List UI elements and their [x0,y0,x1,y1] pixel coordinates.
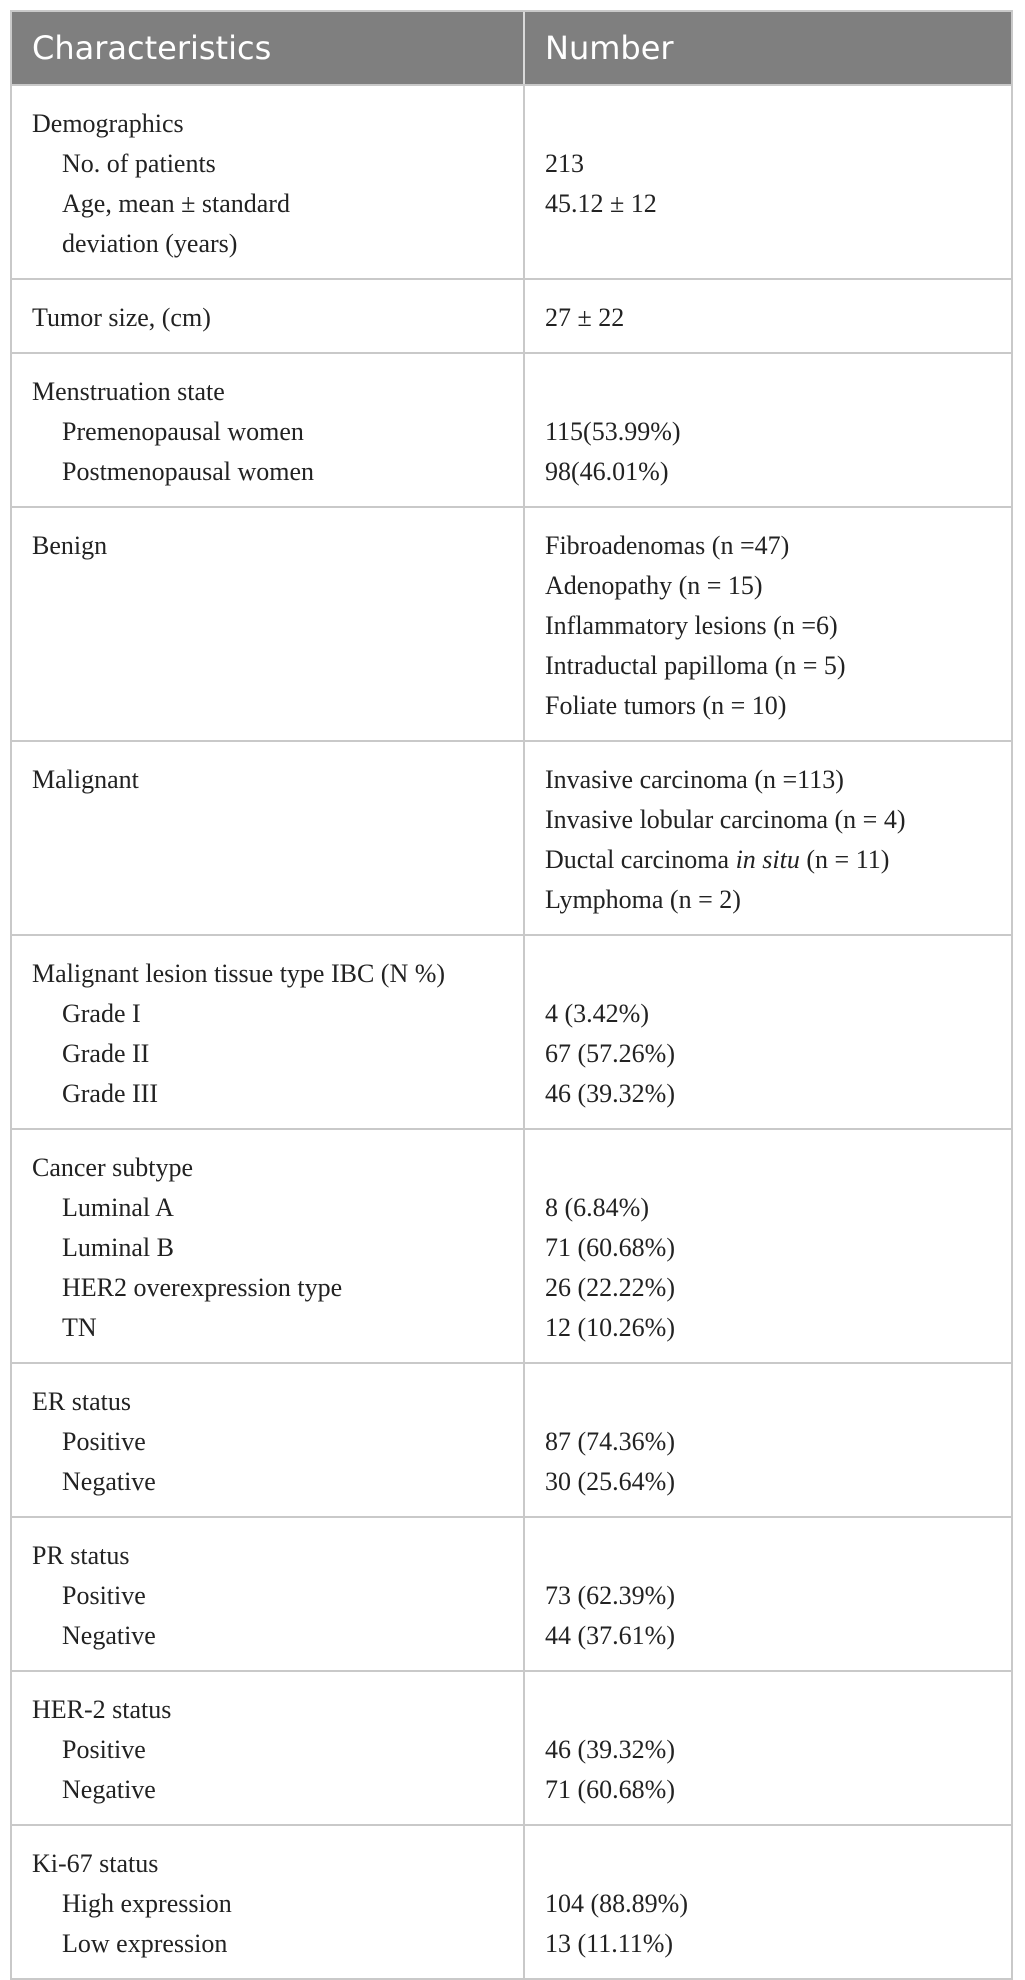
characteristic-label: Positive [62,1735,146,1764]
characteristic-cell [12,1518,525,1670]
number-cell [525,760,1011,920]
section-title: HER-2 status [32,1695,172,1724]
value-label: Lymphoma (n = 2) [545,885,741,914]
value-label [545,372,1011,412]
table-row [12,1362,1011,1516]
characteristic-cell [12,1672,525,1824]
table-row [12,352,1011,506]
number-cell [525,1382,1011,1502]
characteristic-label: Grade II [62,1039,150,1068]
value-label: 104 (88.89%) [545,1889,688,1918]
section-title: Benign [32,531,108,560]
value-label [545,104,1011,144]
table-row [12,740,1011,934]
value-label: 115(53.99%) [545,417,681,446]
section-title: Ki-67 status [32,1849,159,1878]
characteristic-label: Negative [62,1775,156,1804]
value-label: Invasive carcinoma (n =113) [545,765,844,794]
table-row [12,1670,1011,1824]
value-label: 71 (60.68%) [545,1775,675,1804]
table-row [12,84,1011,278]
number-cell [525,104,1011,264]
characteristic-label: Postmenopausal women [62,457,315,486]
value-label [545,954,1011,994]
characteristic-cell [12,508,525,740]
value-label: Ductal carcinoma in situ (n = 11) [545,845,890,874]
characteristic-label: deviation (years) [62,229,238,258]
value-label: 213 [545,149,584,178]
characteristic-cell [12,354,525,506]
table-row [12,934,1011,1128]
characteristic-label [32,880,523,920]
characteristic-cell [12,1364,525,1516]
number-cell [525,954,1011,1114]
characteristic-cell [12,936,525,1128]
value-label: 98(46.01%) [545,457,669,486]
number-cell [525,298,1011,338]
characteristic-cell [12,742,525,934]
characteristic-cell [12,280,525,352]
value-label: Invasive lobular carcinoma (n = 4) [545,805,906,834]
characteristic-label: TN [62,1313,97,1342]
characteristic-label: Positive [62,1427,146,1456]
table-body [12,84,1011,1978]
characteristic-label: Luminal A [62,1193,174,1222]
section-title: PR status [32,1541,130,1570]
value-label [545,1148,1011,1188]
header-number: Number [545,29,674,67]
header-characteristics: Characteristics [12,12,525,84]
section-title: Cancer subtype [32,1153,194,1182]
value-label: 44 (37.61%) [545,1621,675,1650]
number-cell [525,1536,1011,1656]
value-label [545,224,1011,264]
value-label: 12 (10.26%) [545,1313,675,1342]
characteristic-label: High expression [62,1889,232,1918]
characteristic-label: Positive [62,1581,146,1610]
characteristic-label: Age, mean ± standard [62,189,290,218]
characteristic-label [32,686,523,726]
number-cell [525,1690,1011,1810]
characteristic-label: No. of patients [62,149,216,178]
value-label [545,1536,1011,1576]
section-title: Malignant lesion tissue type IBC (N %) [32,959,446,988]
value-label [545,1844,1011,1884]
table-row [12,1516,1011,1670]
number-cell [525,1844,1011,1964]
value-label [545,1382,1011,1422]
characteristic-label: Negative [62,1621,156,1650]
value-label: Foliate tumors (n = 10) [545,691,787,720]
characteristic-label [32,646,523,686]
characteristic-label [32,840,523,880]
section-title: Demographics [32,109,184,138]
characteristic-label: Low expression [62,1929,228,1958]
value-label: 27 ± 22 [545,303,625,332]
section-title: Malignant [32,765,139,794]
value-label: 73 (62.39%) [545,1581,675,1610]
table-row [12,1824,1011,1978]
characteristic-label: Grade I [62,999,141,1028]
section-title: Tumor size, (cm) [32,303,211,332]
value-label: 87 (74.36%) [545,1427,675,1456]
characteristic-label: Grade III [62,1079,158,1108]
characteristic-label: Luminal B [62,1233,174,1262]
table-header [12,12,1011,84]
characteristic-label: Negative [62,1467,156,1496]
characteristic-cell [12,86,525,278]
characteristic-label: HER2 overexpression type [62,1273,343,1302]
value-label: 46 (39.32%) [545,1735,675,1764]
value-label: 4 (3.42%) [545,999,649,1028]
number-cell [525,1148,1011,1348]
characteristic-label [32,566,523,606]
table-row [12,278,1011,352]
value-label: 46 (39.32%) [545,1079,675,1108]
table-row [12,1128,1011,1362]
value-label: 71 (60.68%) [545,1233,675,1262]
characteristic-label [32,606,523,646]
value-label [545,1690,1011,1730]
value-label: Adenopathy (n = 15) [545,571,763,600]
value-label: Fibroadenomas (n =47) [545,531,790,560]
characteristics-table [10,10,1013,1980]
number-cell [525,372,1011,492]
value-label: Inflammatory lesions (n =6) [545,611,838,640]
number-cell [525,526,1011,726]
value-label: 67 (57.26%) [545,1039,675,1068]
value-label: 26 (22.22%) [545,1273,675,1302]
value-label: 8 (6.84%) [545,1193,649,1222]
section-title: Menstruation state [32,377,225,406]
table-row [12,506,1011,740]
value-label: Intraductal papilloma (n = 5) [545,651,846,680]
characteristic-cell [12,1130,525,1362]
value-label: 45.12 ± 12 [545,189,657,218]
section-title: ER status [32,1387,131,1416]
characteristic-cell [12,1826,525,1978]
characteristic-label: Premenopausal women [62,417,304,446]
value-label: 13 (11.11%) [545,1929,674,1958]
characteristic-label [32,800,523,840]
value-label: 30 (25.64%) [545,1467,675,1496]
